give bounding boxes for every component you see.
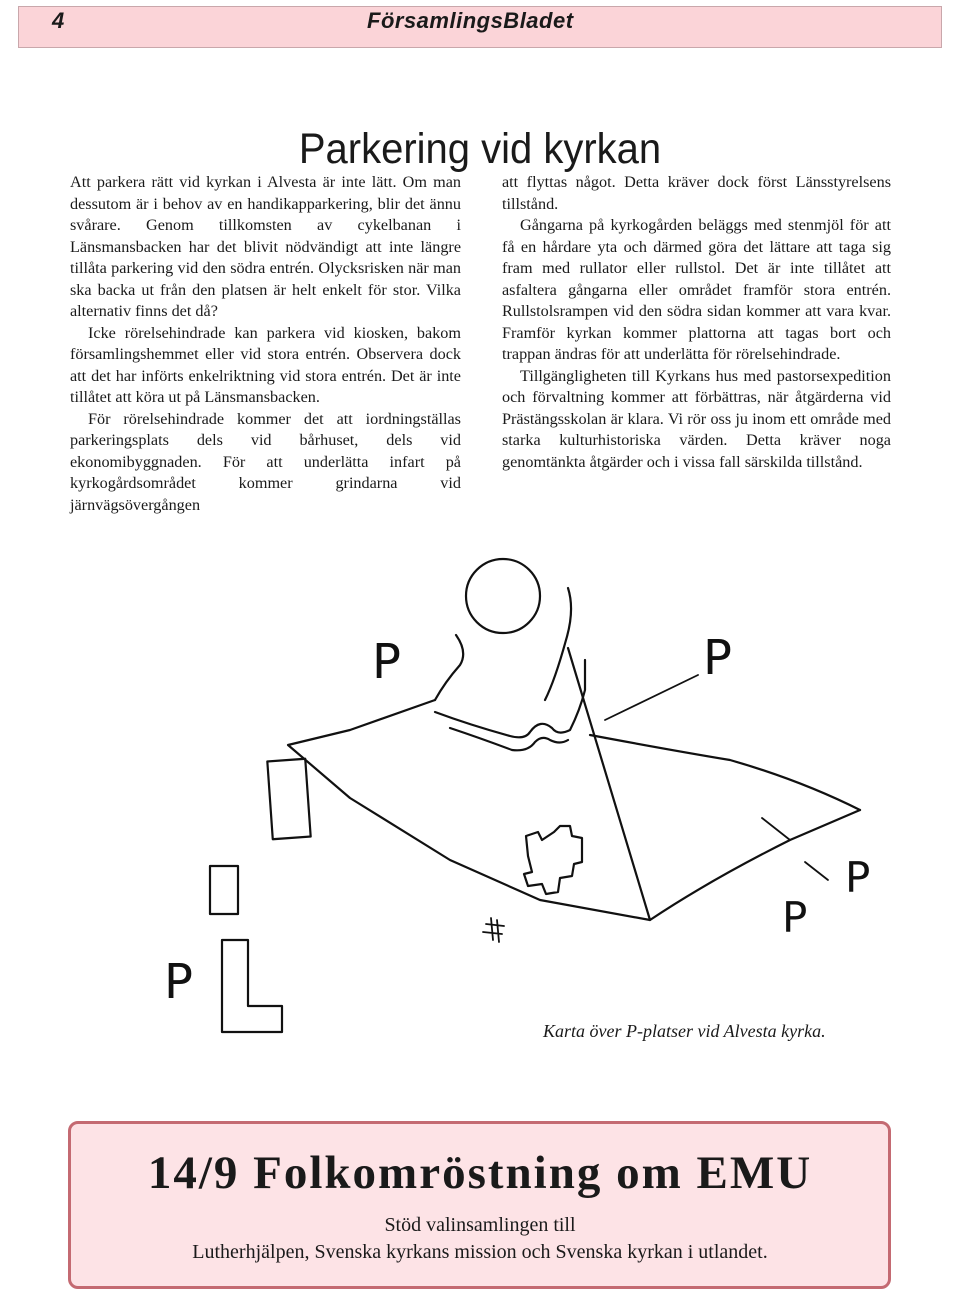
parking-label: P: [782, 893, 808, 942]
church-building: [524, 826, 582, 894]
emu-subline: Stöd valinsamlingen till: [384, 1214, 576, 1236]
roundabout-circle: [466, 559, 540, 633]
churchyard-boundary: [288, 700, 650, 920]
boundary-tick: [762, 818, 790, 840]
cross-marker: [483, 918, 504, 942]
paragraph: För rörelsehindrade kommer det att iordningställas parkeringsplats dels vid bårhuset, dels vid ekonomibyggnaden. För att underlätta infart på kyrkogårdsområdet kommer grindarna vid järnvägsövergången: [70, 409, 461, 514]
article-column-left: [70, 172, 461, 516]
footpath: [435, 660, 585, 737]
parking-label: P: [372, 634, 401, 690]
road-edge: [545, 588, 571, 700]
paragraph: att flyttas något. Detta kräver dock först Länsstyrelsens tillstånd.: [502, 173, 891, 213]
parking-label: P: [703, 630, 732, 686]
parking-map: [150, 540, 890, 1040]
paragraph: Icke rörelsehindrade kan parkera vid kiosken, bakom församlingshemmet eller vid stora entrén. Observera dock att det har införts enkelriktning vid stora entrén. Det är inte tillåtet att köra ut på Länsmansbacken.: [70, 323, 461, 406]
map-caption: Karta över P-platser vid Alvesta kyrka.: [543, 1021, 826, 1041]
paragraph: Att parkera rätt vid kyrkan i Alvesta är inte lätt. Om man dessutom är i behov av en handikapparkering, blir det ännu svårare. Genom tillkomsten av cykelbanan i Länsmansbacken har det blivit nödvändigt att inte längre tillåta parkering vid den södra entrén. Olycksrisken när man ska backa ut från den platsen är helt enkelt för stor. Vilka alternativ finns det då?: [70, 173, 461, 320]
boundary-line: [605, 675, 698, 720]
parking-label: P: [845, 853, 871, 902]
paragraph: Tillgängligheten till Kyrkans hus med pastorsexpedition och förvaltning kommer att förbättras, när åtgärderna vid Prästängsskolan är klara. Vi rör oss ju inom ett område med starka kulturhistoriska värden. Detta kräver noga genomtänkta åtgärder och i vissa fall särskilda tillstånd.: [502, 366, 891, 471]
parking-label: P: [164, 954, 193, 1010]
publication-title: FörsamlingsBladet: [367, 8, 574, 33]
footpath: [450, 728, 568, 750]
churchyard-boundary: [590, 735, 860, 810]
churchyard-boundary: [568, 648, 860, 920]
boundary-tick: [805, 862, 828, 880]
building-small: [210, 866, 238, 914]
building-rectangle: [267, 759, 310, 839]
page-number: 4: [52, 8, 65, 33]
paragraph: Gångarna på kyrkogården beläggs med stenmjöl för att få en hårdare yta och därmed göra det lättare att taga sig fram med rullator eller rullstol. Det är inte tillåtet att asfaltera gångarna eller området framför stora entrén. Rullstolsrampen vid den södra sidan kommer att vara kvar. Framför kyrkan kommer plattorna att tagas bort och trappan ändras för att underlätta för rörelsehindrade.: [502, 216, 891, 363]
emu-subline: Lutherhjälpen, Svenska kyrkans mission och Svenska kyrkan i utlandet.: [192, 1241, 768, 1263]
road-edge: [435, 635, 463, 700]
article-column-right: [502, 172, 891, 473]
building-l-shape: [222, 940, 282, 1032]
article-title: Parkering vid kyrkan: [298, 124, 662, 173]
emu-headline: 14/9 Folkomröstning om EMU: [147, 1147, 813, 1199]
